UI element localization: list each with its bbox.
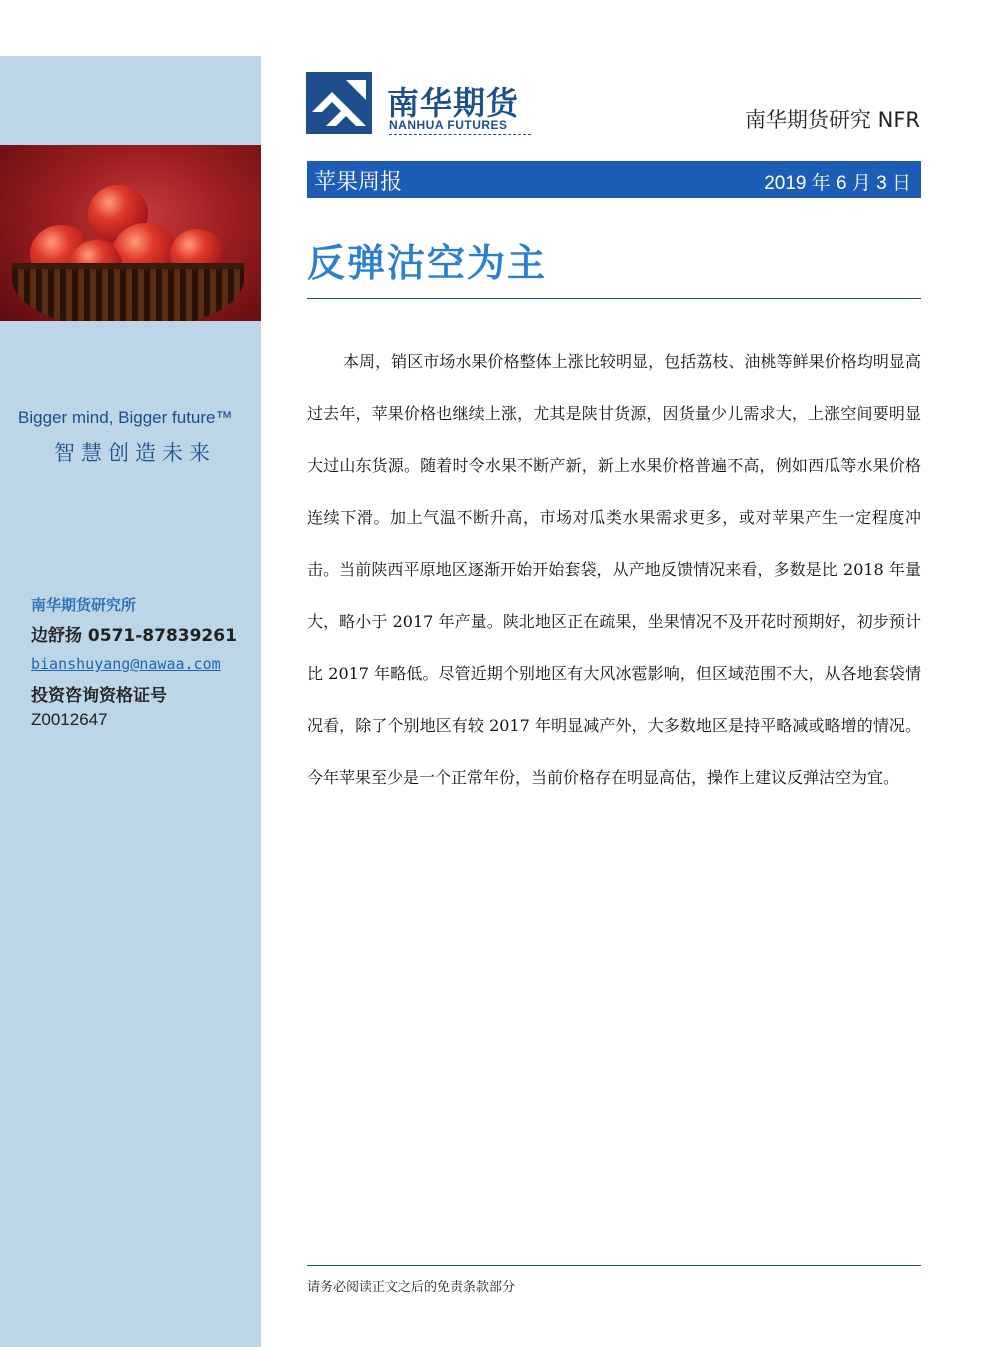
disclaimer-note: 请务必阅读正文之后的免责条款部分 xyxy=(307,1280,516,1295)
footer-divider xyxy=(307,1265,921,1266)
report-headline: 反弹沽空为主 xyxy=(307,241,548,285)
research-label: 南华期货研究 NFR xyxy=(744,108,920,132)
certificate-number: Z0012647 xyxy=(31,710,108,729)
report-title-bar xyxy=(307,161,921,198)
report-body-paragraph: 本周，销区市场水果价格整体上涨比较明显，包括荔枝、油桃等鲜果价格均明显高过去年，苹果价格也继续上涨，尤其是陕甘货源，因货量少儿需求大，上涨空间要明显大过山东货源。随着时令水果不断产新，新上水果价格普遍不高，例如西瓜等水果价格连续下滑。加上气温不断升高，市场对瓜类水果需求更多，或对苹果产生一定程度冲击。当前陕西平原地区逐渐开始开始套袋，从产地反馈情况来看，多数是比 2018 年量大，略小于 2017 年产量。陕北地区正在疏果，坐果情况不及开花时预期好，初步预计比 2017 年略低。尽管近期个别地区有大风冰雹影响，但区域范围不大，从各地套袋情况看，除了个别地区有较 2017 年明显减产外，大多数地区是持平略减或略增的情况。今年苹果至少是一个正常年份，当前价格存在明显高估，操作上建议反弹沽空为宜。 xyxy=(307,352,921,787)
analyst-email-link[interactable]: bianshuyang@nawaa.com xyxy=(31,655,221,673)
report-category: 苹果周报 xyxy=(314,170,403,195)
nanhua-logo-icon xyxy=(306,72,372,134)
slogan-english: Bigger mind, Bigger future™ xyxy=(18,408,233,427)
analyst-contact: 边舒扬 0571-87839261 xyxy=(31,626,237,646)
slogan-chinese: 智慧创造未来 xyxy=(54,441,216,465)
logo-english-name: NANHUA FUTURES xyxy=(389,118,508,132)
report-date: 2019 年 6 月 3 日 xyxy=(764,173,911,194)
certificate-label: 投资咨询资格证号 xyxy=(31,686,167,706)
logo-underline xyxy=(389,134,531,135)
logo-chinese-name: 南华期货 xyxy=(387,84,520,122)
research-institute: 南华期货研究所 xyxy=(31,596,137,614)
headline-divider xyxy=(307,298,921,299)
apple-basket-photo xyxy=(0,145,261,321)
